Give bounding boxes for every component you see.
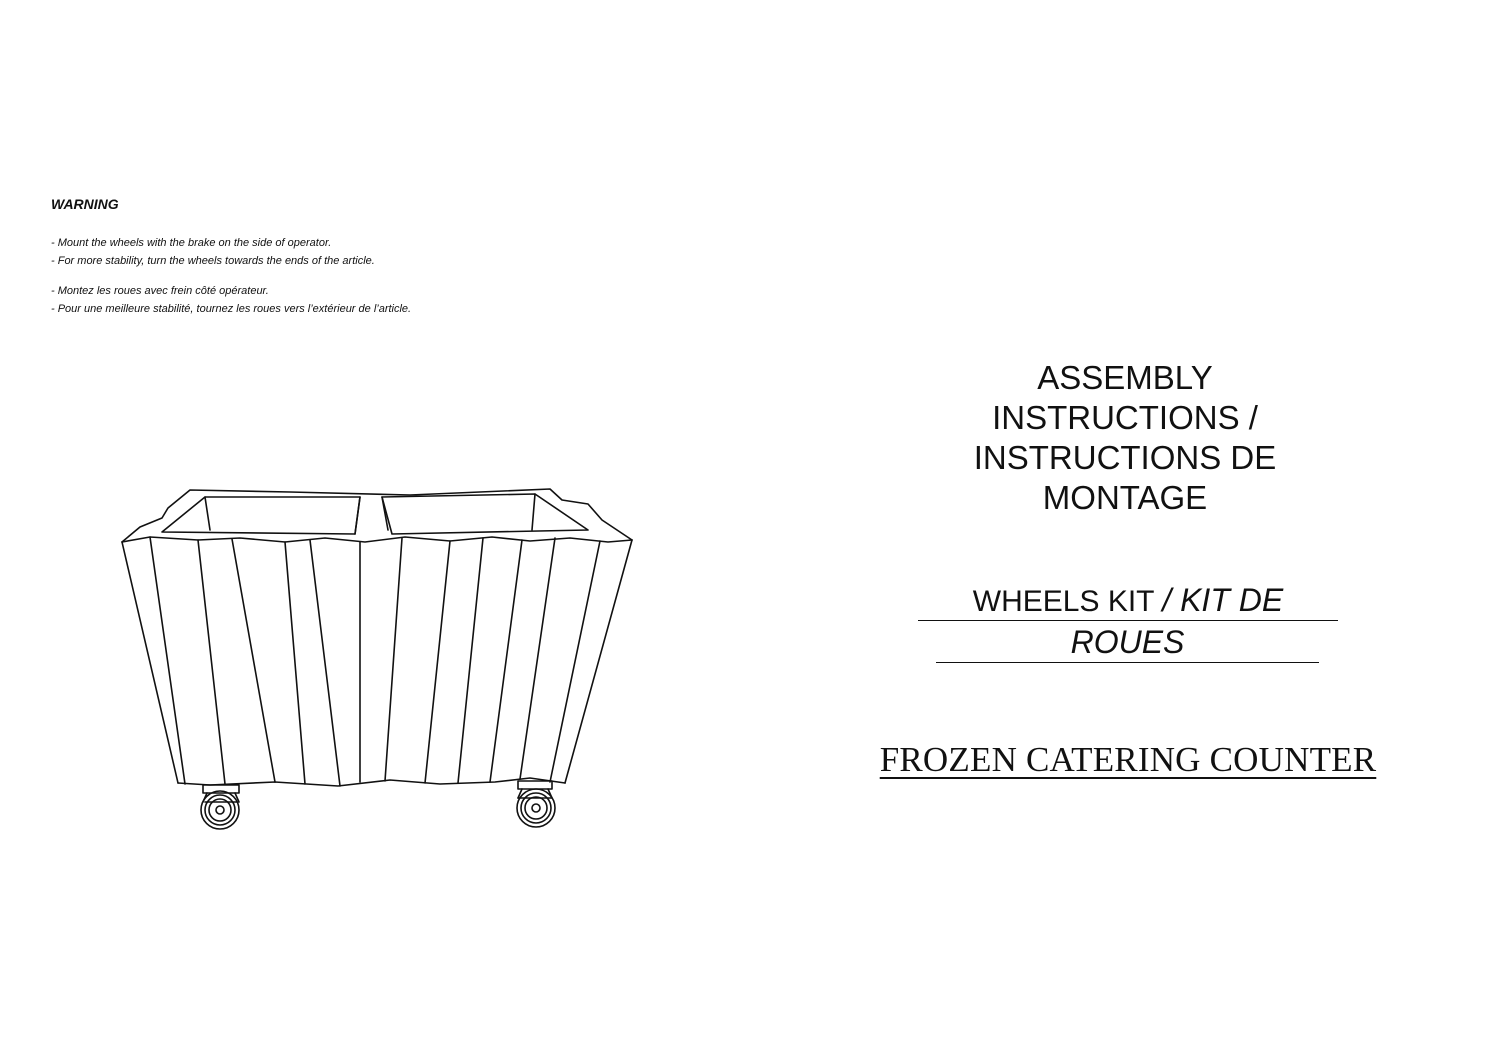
title-line-4: MONTAGE bbox=[1042, 479, 1208, 516]
kit-english: WHEELS KIT bbox=[972, 585, 1163, 618]
kit-french-part1: / KIT DE bbox=[1162, 582, 1284, 618]
counter-top-rim bbox=[122, 489, 632, 542]
left-well bbox=[162, 497, 360, 534]
right-wheel-icon bbox=[517, 781, 555, 827]
kit-heading-line-2: ROUES bbox=[936, 624, 1319, 663]
left-wheel-icon bbox=[201, 785, 239, 829]
title-line-3: INSTRUCTIONS DE bbox=[973, 439, 1277, 476]
left-side bbox=[122, 542, 178, 783]
warning-title: WARNING bbox=[51, 196, 119, 212]
kit-heading-line-1 bbox=[918, 582, 1338, 621]
right-well bbox=[382, 494, 588, 534]
warning-line-en-2: - For more stability, turn the wheels towards the ends of the article. bbox=[51, 255, 375, 267]
left-well-inner bbox=[205, 497, 360, 534]
warning-line-fr-1: - Montez les roues avec frein côté opérateur. bbox=[51, 285, 269, 297]
right-well-inner bbox=[382, 494, 535, 530]
warning-block bbox=[51, 196, 691, 318]
title-line-2: INSTRUCTIONS / bbox=[992, 399, 1258, 436]
title-line-1: ASSEMBLY bbox=[1037, 359, 1213, 396]
product-name: FROZEN CATERING COUNTER bbox=[879, 740, 1377, 779]
warning-line-fr-2: - Pour une meilleure stabilité, tournez les roues vers l’extérieur de l’article. bbox=[51, 303, 412, 315]
front-slats bbox=[150, 537, 600, 786]
assembly-title bbox=[920, 358, 1330, 518]
catering-counter-illustration bbox=[110, 480, 650, 840]
warning-line-en-1: - Mount the wheels with the brake on the side of operator. bbox=[51, 237, 332, 249]
